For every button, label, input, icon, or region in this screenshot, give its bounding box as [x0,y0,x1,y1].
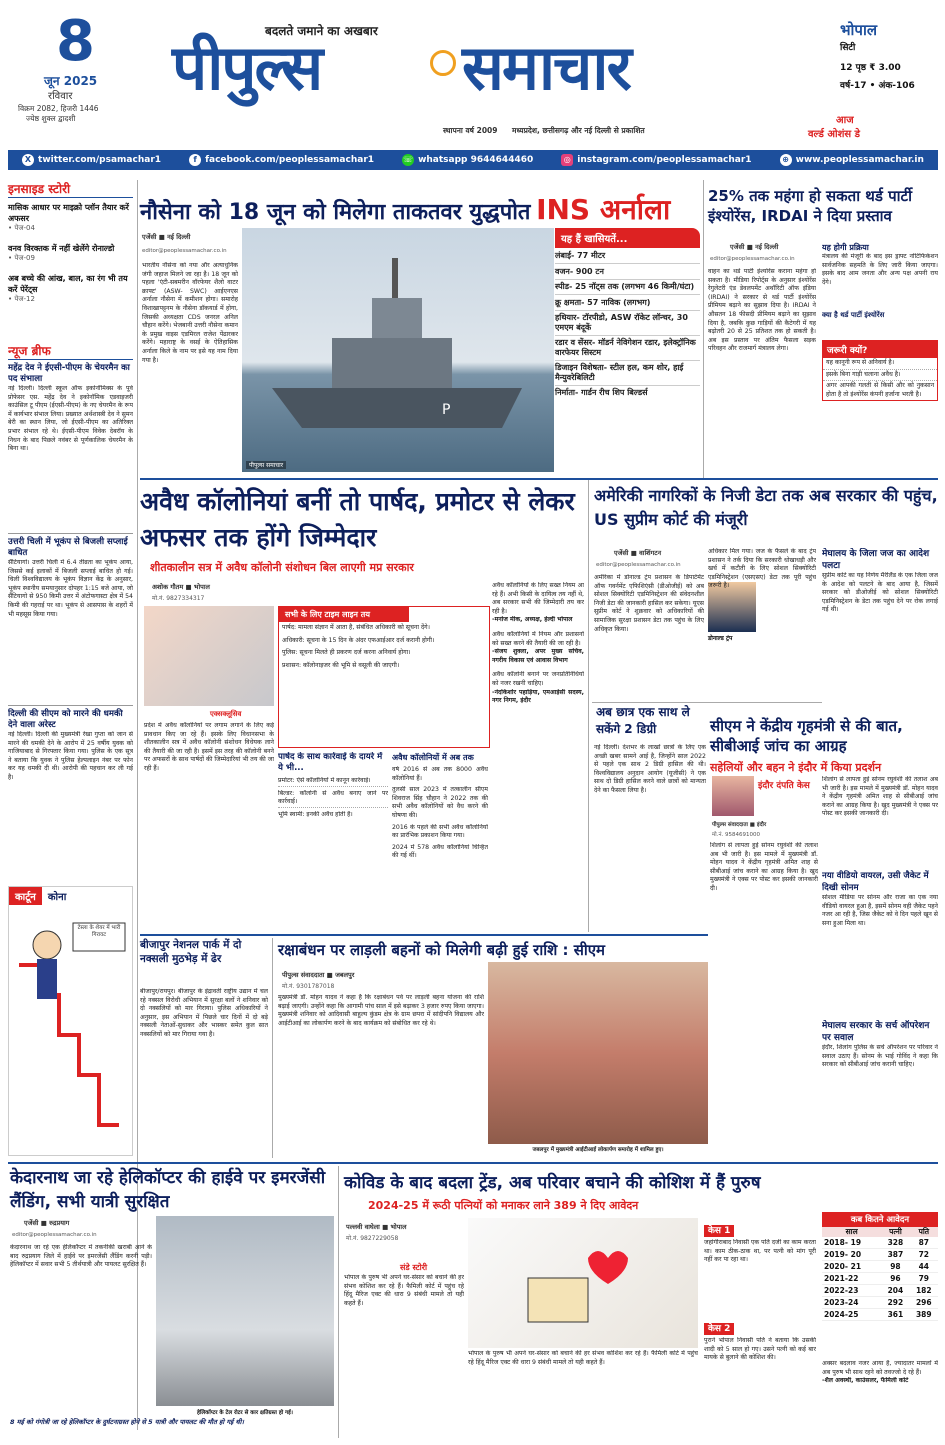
inside-item-2[interactable]: वनव विरक्तक में नहीं खेलेंगे रोनाल्डो [8,244,115,253]
colonies-subhead: शीतकालीन सत्र में अवैध कॉलोनी संशोधन बिल लाएगी मप्र सरकार [150,561,414,574]
lead-headline: नौसेना को 18 जून को मिलेगा ताकतवर युद्धपोत INS अर्नाला [140,193,671,226]
rakhi-photo [488,962,708,1144]
meghalaya-headline-2: मेघालय सरकार के सर्च ऑपरेशन पर सवाल [822,1021,930,1043]
insurance-headline: 25% तक महंगा हो सकता थर्ड पार्टी इंश्योरेंस, IRDAI ने दिया प्रस्ताव [708,187,912,225]
kedar-headline: केदारनाथ जा रहे हेलिकॉप्टर की हाईवे पर इमरजेंसी लैंडिंग, सभी यात्री सुरक्षित [10,1168,326,1212]
social-item-x[interactable]: X twitter.com/psamachar1 [22,154,161,166]
trump-caption: डोनाल्ड ट्रंप [708,635,733,642]
news-brief [8,342,133,882]
case-2-label: केस 2 [704,1323,734,1335]
covid-mobile: मो.नं. 9827229058 [346,1235,399,1242]
cbi-body: शिलांग से लापता हुई सोनम रघुवंशी की तलाश अब भी जारी है। इस मामले में मुख्यमंत्री डॉ. मोहन यादव ने केंद्रीय गृहमंत्री अमित शाह से सीबीआई जांच कराने का आग्रह किया है। खुद मुख्यमंत्री ने एक्स पर पोस्ट कर इसकी जानकारी दी। [710,842,818,892]
feature-item: निर्माता- गार्डन रीच शिप बिल्डर्स [555,388,648,397]
warship-photo [242,228,554,472]
case-2: केस 2 पुराने भोपाल निवासी पति ने बताया कि उसकी शादी को 5 साल हो गए। उसने पत्नी को कई बार मायके से बुलाने की कोशिश की। [704,1324,816,1362]
cbi-mobile: मो.नं. 9584691000 [712,832,761,838]
brief-text-2: सैंटियागो। उत्तरी चिली में 6.4 तीव्रता का भूकंप आया, जिससे कई इलाकों में बिजली सप्लाई बाधित हो गई। चिली विश्वविद्यालय के भूकंप विज्ञान केंद्र के अनुसार, भूकंप स्थानीय समयानुसार दोपहर 1:15 बजे आया, जो सैंटियागो से 950 किमी उत्तर में अंटोफगास्टा क्षेत्र में 54 किमी की गहराई पर था। भूकंप से आसपास के शहरों में भी महसूस किया गया। [8,559,133,618]
date-month-year: जून 2025 [44,74,98,88]
facebook-icon: f [189,154,201,166]
feature-item: स्पीड- 25 नॉट्स तक (लगभग 46 किमी/घंटा) [555,280,700,295]
city: भोपाल [840,21,878,39]
table-row: 2018- 19 328 87 [822,1237,938,1249]
logo-right: समाचार [462,31,630,104]
inside-item-3[interactable]: अब बच्चे की आंख, बाल, का रंग भी तय करें पेरेंट्स [8,274,128,294]
lead-body: भारतीय नौसेना को नया और अत्याधुनिक जंगी जहाज मिलने जा रहा है। 18 जून को पहला 'एंटी-सबमरीन वॉरफेयर शैलो वाटर क्राफ्ट' (ASW- SWC) आईएनएस अर्नाला नौसेना में कमीशन होगा। समारोह विशाखापट्टनम के नौसेना डॉकयार्ड में होगा, जिसकी अध्यक्षता CDS जनरल अनिल चौहान करेंगे। भेजबानी उत्तरी नौसेना कमान के प्रमुख वाइस एडमिरल राजेश पेंढारकर करेंगे। महाराष्ट्र के वसई के ऐतिहासिक अर्नाला किले के नाम पर इसे यह नाम दिया गया है। [142,262,238,364]
colonies-byline: अशोक गौतम ■ भोपाल [152,583,210,591]
table-row: 2024-25 361 389 [822,1309,938,1321]
svg-text:P: P [442,402,451,418]
covid-body: भोपाल के पुरुष भी अपने घर-संसार को बचाने की हर संभव कोशिश कर रहे हैं। फैमिली कोर्ट में पहुंच रहे हिंदू मैरिज एक्ट की धारा 9 संबंधी मामले तो यही कहते हैं। [344,1274,464,1307]
action-box: पार्षद के साथ कार्रवाई के दायरे में ये भी... प्रमोटर: ऐसे कॉलोनियों में कानून कार्रवाई। बिल्डर: कॉलोनी से अवैध बनाए जाने पर कार्रवाई। भूमि स्वामी: इनकी अवैध होती है। [278,752,388,818]
rakhi-mobile: मो.नं. 9301787018 [282,983,335,990]
colonies-headline: अवैध कॉलोनियां बनीं तो पार्षद, प्रमोटर से लेकर अफसर तक होंगे जिम्मेदार [140,487,575,552]
table-title: कब कितने आवेदन [822,1212,938,1227]
covid-subhead: 2024-25 में रूठी पत्नियों को मनाकर लाने 389 ने दिए आवेदन [368,1199,639,1212]
couple-photo [712,776,754,816]
cbi-subhead: सहेलियों और बहन ने इंदौर में किया प्रदर्शन [710,761,882,774]
colonies-mobile: मो.नं. 9827334317 [152,595,205,602]
kedar-footer: 8 मई को गंगोत्री जा रहे हेलिकॉप्टर के दुर्घटनाग्रस्त होने से 5 यात्री और पायलट की मौत हो गई थी। [10,1418,244,1426]
colonies-body: प्रदेश में अवैध कॉलोनियों पर लगाम लगाने के लिए कई प्रावधान किए जा रहे हैं। इसके लिए विधानसभा के शीतकालीन सत्र में अवैध कॉलोनी संशोधन विधेयक लाने की तैयारी की जा रही है। इसमें इस तरह की कॉलोनी बनने पर अफसरों के साथ पार्षदों की जिम्मेदारियां भी तय की जा रही हैं। [144,722,274,772]
naxal-headline: बीजापुर नेशनल पार्क में दो नक्सली मुठभेड़ में ढेर [140,939,242,965]
kedar-email: editor@peoplessamachar.co.in [12,1232,97,1238]
globe-icon: ⊕ [780,154,792,166]
special-label: संडे स्टोरी [400,1263,428,1272]
table-row: 2022-23 204 182 [822,1285,938,1297]
city-sub: सिटी [840,43,856,53]
helicopter-photo [156,1216,334,1406]
date-number: 8 [56,9,95,74]
naxal-body: बीजापुर/रायपुर। बीजापुर के इंद्रावती राष्ट्रीय उद्यान में चल रहे नक्सल विरोधी अभियान में सुरक्षा बलों ने शनिवार को दो नक्सलियों को मार गिराया। पुलिस अधिकारियों ने अनुसार, इस अभियान में पिछले चार दिनों में दो बड़े नक्सली नेताओं-सुधाकर और भास्कर समेत कुल सात नक्सलियों को मार गिराया गया है। [140,988,268,1038]
feature-item: लंबाई- 77 मीटर [555,248,700,264]
action-title: पार्षद के साथ कार्रवाई के दायरे में ये भी... [278,752,383,773]
volume: वर्ष-17 • अंक-106 [840,81,915,91]
indore-case-tag: इंदौर दंपति केस [758,781,810,791]
inside-item-1[interactable]: मासिक आधार पर माइक्रो प्लॉन तैयार करें अफसर [8,203,129,223]
social-item-facebook[interactable]: f facebook.com/peoplessamachar1 [189,154,374,166]
us-body-2: अधिकार मिल गया। जज के फैसले के बाद ट्रंप प्रशासन ने तर्क दिया कि सरकारी धोखाधड़ी और खर्च में कटौती के लिए सोशल सिक्योरिटी एडमिनिस्ट्रेशन (एसएसए) डेटा तक पूरी पहुंच जरूरी है। [708,548,816,590]
founded: स्थापना वर्ष 2009 [443,126,498,135]
brief-headline-1: महेंद्र देव ने ईएसी-पीएम के चेयरमैन का पद संभाला [8,363,130,384]
stats-box: अवैध कॉलोनियों में अब तक वर्ष 2016 से अब तक 8000 अवैध कॉलोनियां हैं। तुलसी साल 2023 में तत्कालीन सीएम शिवराज सिंह चौहान ने 2022 तक की सभी अवैध कॉलोनियों को वैध करने की घोषणा की। 2016 के पहले की सभी अवैध कॉलोनियों का प्रारंभिक प्रकाशन किया गया। 2024 में 578 अवैध कॉलोनियां चिन्हित की गई थीं। [392,753,488,860]
rakhi-body: मुख्यमंत्री डॉ. मोहन यादव ने कहा है कि रक्षाबंधन पर्व पर लाड़ली बहना योजना की राशि बढ़ाई जाएगी। उन्होंने कहा कि आगामी पांच साल में इसे बढ़ाकर 3 हजार रुपए किया जाएगा। मुख्यमंत्री शनिवार को आदिवासी बाहुल्य कुंडम क्षेत्र के ग्राम छपरा में सांदीपनि विद्यालय और आईटीआई का लोकार्पण करने के बाद कार्यक्रम को संबोधित कर रहे थे। [278,994,484,1027]
covid-illustration [468,1218,698,1348]
inside-story: इनसाइड स्टोरी मासिक आधार पर माइक्रो प्लॉन तैयार करें अफसर • पेज-04 वनव विरक्तक में नहीं खेलेंगे रोनाल्डो • पेज-09 अब बच्चे की आंख, बाल, का रंग भी तय करें पेरेंट्स • पेज-12 [8,180,133,340]
masthead [0,0,945,150]
rakhi-byline: पीपुल्स संवाददाता ■ जबलपुर [282,971,355,979]
logo-left: पीपुल्स [172,31,322,104]
social-bar [8,150,938,170]
date-weekday: रविवार [48,91,73,102]
editions: मध्यप्रदेश, छत्तीसगढ़ और नई दिल्ली से प्रकाशित [512,126,645,135]
cbi-headline: सीएम ने केंद्रीय गृहमंत्री से की बात, सीबीआई जांच का आग्रह [710,717,903,755]
degree-headline: अब छात्र एक साथ ले सकेंगे 2 डिग्री [596,705,690,736]
meghalaya-col: मेघालय के जिला जज का आदेश पलटा सुप्रीम कोर्ट का यह निर्णय मैरीलैंड के एक जिला जज के आदेश को पलटने के बाद आया है, जिसमें सरकार को डीओजीई को सोशल सिक्योरिटी एडमिनिस्ट्रेशन के डेटा तक पहुंच देने पर रोक लगाई गई थी। [822,549,938,614]
meghalaya-col-2: मेघालय सरकार के सर्च ऑपरेशन पर सवाल इंदौर, शिलांग पुलिस के सर्च ऑपरेशन पर परिवार ने सवाल उठाए हैं। सोनम के भाई गोविंद ने कहा कि सरकार को सीबीआई जांच करानी चाहिए। [822,1021,938,1069]
insurance-body: वाहन का थर्ड पार्टी इंश्योरेंस कराना महंगा हो सकता है। मीडिया रिपोर्ट्स के अनुसार इंश्योरेंस रेगुलेटरी एंड डेवलपमेंट अथॉरिटी ऑफ इंडिया (IRDAI) ने सरकार से थर्ड पार्टी इंश्योरेंस प्रीमियम बढ़ाने का सुझाव दिया है। IRDAI ने औसतन 18 फीसदी प्रीमियम बढ़ाने का सुझाव दिया है, जबकि कुछ गाड़ियों की कैटेगरी में यह बढ़ोतरी 20 से 25 प्रतिशत तक हो सकती है। अब इस प्रस्ताव पर अंतिम फैसला सड़क परिवहन और राजमार्ग मंत्रालय लेगा। [708,268,816,353]
cbi-side-headline: नया वीडियो वायरल, उसी जैकेट में दिखी सोनम [822,871,929,893]
insurance-email: editor@peoplessamachar.co.in [710,256,795,262]
brief-headline-2: उत्तरी चिली में भूकंप से बिजली सप्लाई बाधित [8,533,133,559]
cartoon-title: कार्टून [9,887,42,905]
feature-item: रडार व सेंसर- मॉडर्न नेविगेशन रडार, इलेक्ट्रॉनिक वारफेयर सिस्टम [555,336,700,361]
pages-price: 12 पृष्ठ ₹ 3.00 [840,63,901,73]
photo-credit: पीपुल्स समाचार [246,461,286,469]
x-icon: X [22,154,34,166]
cartoon-title-2: कोना [47,892,67,903]
brief-text-1: नई दिल्ली। दिल्ली स्कूल ऑफ इकोनॉमिक्स के पूर्व प्रोफेसर एस. महेंद्र देव ने इकोनॉमिक एडवाइजरी काउंसिल टू पीएम (ईएसी-पीएम) के नए चेयरमैन के रूप में कार्यभार संभाल लिया। प्रख्यात अर्थशास्त्री देव ने सुमन बेरी का स्थान लिया, जो ईएसी-पीएम का अतिरिक्त प्रभार संभाल रहे थे। ईएसी-पीएम विवेक देबरॉय के निधन के बाद पिछले नवंबर से पूर्णकालिक चेयरमैन के बिना था। [8,385,133,453]
today-label: आज [836,115,854,126]
feature-item: वजन- 900 टन [555,264,700,280]
kedar-byline: एजेंसी ■ रुद्रप्रयाग [24,1219,70,1227]
tithi: ज्येष्ठ शुक्ल द्वादशी [26,114,76,123]
today-day: वर्ल्ड ओशंस डे [808,129,861,140]
meghalaya-headline-1: मेघालय के जिला जज का आदेश पलटा [822,549,930,571]
stats-title: अवैध कॉलोनियों में अब तक [392,753,474,762]
covid-headline: कोविड के बाद बदला ट्रेंड, अब परिवार बचाने की कोशिश में हैं पुरुष [344,1173,761,1193]
process-title: यह होगी प्रक्रिया [822,243,869,252]
colonies-illustration [144,606,274,706]
brief-text-3: नई दिल्ली। दिल्ली की मुख्यमंत्री रेखा गुप्ता को जान से मारने की धमकी देने के आरोप में 25 वर्षीय युवक को गाजियाबाद से गिरफ्तार किया गया। पुलिस के एक सूत्र ने बताया कि युवक ने पुलिस हेल्पलाइन नंबर पर फोन कर यह धमकी दी थी। आरोपी की पहचान कर ली गई है। [8,731,133,781]
lead-email: editor@peoplessamachar.co.in [142,248,227,254]
exclusive-label: एक्सक्लूसिव [210,710,242,718]
tagline: बदलते जमाने का अखबार [265,24,378,38]
lead-byline: एजेंसी ■ नई दिल्ली [142,233,191,241]
cartoon-corner [8,886,133,1156]
case-1-label: केस 1 [704,1225,734,1237]
applications-table: कब कितने आवेदन साल पत्नी पति 2018- 19 328 87 2019- 20 387 72 2020- 21 98 44 2021-22 96 79 2022-23 204 182 2023-24 292 296 2024-25 361 389 [822,1212,938,1321]
covid-byline: पल्लवी वाघेला ■ भोपाल [346,1223,407,1231]
quotes-col: अवैध कॉलोनियों के लिए सख्त नियम आ रहे हैं। अभी किसी के दायित्व तय नहीं थे, अब सरकार सभी की जिम्मेदारी तय कर रही है। -मनोज मीक, अध्यक्ष, हेल्दी भोपाल अवैध कॉलोनियों में नियम और प्रशासनों को सख्त करने की तैयारी की जा रही है। -संजय शुक्ला, अपर मुख्य सचिव, नगरीय विकास एवं आवास विभाग अवैध कॉलोनी बनाने पर जनप्रतिनिधियों को नजर रखनी चाहिए। -नंदकिशोर पहाड़िया, एमआईसी सदस्य, नगर निगम, इंदौर [492,582,584,705]
inside-title: इनसाइड स्टोरी [8,180,133,198]
table-row: 2019- 20 387 72 [822,1249,938,1261]
logo [172,24,772,110]
features-box [555,228,700,472]
table-row: 2021-22 96 79 [822,1273,938,1285]
why-box: जरूरी क्यों? यह कानूनी रूप से अनिवार्य है। इसके बिना गाड़ी चलाना अवैध है। अगर आपकी गलती से किसी और को नुकसान होता है तो इंश्योरेंस कंपनी हर्जाना भरती है। [822,340,938,401]
kedar-body: केदारनाथ जा रहे एक हेलिकॉप्टर में तकनीकी खराबी आने के बाद रुद्रप्रयाग जिले में हाईवे पर इमरजेंसी लैंडिंग करनी पड़ी। हेलिकॉप्टर में सवार सभी 5 तीर्थयात्री और पायलट सुरक्षित हैं। [10,1244,152,1269]
cartoon-sign: टेस्ला के शेयर में भारी गिरावट [77,925,121,938]
brief-title: न्यूज ब्रीफ [8,342,133,360]
vikram-samvat: विक्रम 2082, हिजरी 1446 [18,104,99,113]
us-byline: एजेंसी ■ वाशिंगटन [614,549,662,557]
degree-body: नई दिल्ली। देशभर के लाखों छात्रों के लिए एक अच्छी खबर सामने आई है, जिन्होंने साल 2022 से पहले एक साथ 2 डिग्री हासिल की थी। विश्वविद्यालय अनुदान आयोग (यूजीसी) ने एक साथ दो डिग्री हासिल करने वाले छात्रों को मान्यता देने का फैसला लिया है। [594,744,706,794]
helicopter-caption: हेलिकॉप्टर के टेल रोटर से कार क्षतिग्रस्त हो गई। [197,1410,293,1416]
whatsapp-icon: ☏ [403,155,414,164]
us-email: editor@peoplessamachar.co.in [596,562,681,568]
feature-item: हथियार- टॉरपीडो, ASW रॉकेट लॉन्चर, 30 एमएम बंदूकें [555,311,700,336]
cbi-byline: पीपुल्स संवाददाता ■ इंदौर [712,822,767,828]
table-row: 2023-24 292 296 [822,1297,938,1309]
covid-body-2: भोपाल के पुरुष भी अपने घर-संसार को बचाने की हर संभव कोशिश कर रहे हैं। फैमिली कोर्ट में पहुंच रहे हिंदू मैरिज एक्ट की धारा 9 संबंधी मामले तो यही कहते हैं। [468,1350,698,1366]
insurance-byline: एजेंसी ■ नई दिल्ली [730,243,779,251]
social-item-instagram[interactable]: ◎ instagram.com/peoplessamachar1 [561,154,751,166]
timeline-box: सभी के लिए टाइम लाइन तय पार्षद: मामला संज्ञान में आता है, संबंधित अधिकारी को सूचना देंगे। अधिकारी: सूचना के 15 दिन के अंदर एफआईआर दर्ज करानी होगी। पुलिस: सूचना मिलते ही प्रकरण दर्ज करना अनिवार्य होगा। प्रशासन: कॉलोनाइजर की भूमि से वसूली की जाएगी। [278,606,490,748]
us-body: अमेरिका में डोनाल्ड ट्रंप प्रशासन के डिपार्टमेंट ऑफ गवर्नमेंट एफिशिएंसी (डीओजीई) को अब सोशल सिक्योरिटी एडमिनिस्ट्रेशन की संवेदनशील निजी डेटा की जानकारी हासिल कर सकेगा। यूएस सुप्रीम कोर्ट ने शुक्रवार को अधिकारियों की सामाजिक सुरक्षा प्रशासन डेटा तक पहुंच के लिए अधिकृत किया। [594,574,704,633]
brief-headline-3: दिल्ली की सीएम को मारने की धमकी देने वाला अरेस्ट [8,705,133,731]
features-title: यह हैं खासियतें... [555,228,700,248]
social-item-web[interactable]: ⊕ www.peoplessamachar.in [780,154,924,166]
why-title: जरूरी क्यों? [823,341,937,358]
table-row: 2020- 21 98 44 [822,1261,938,1273]
timeline-title: सभी के लिए टाइम लाइन तय [279,607,409,622]
case-1: केस 1 जहांगीराबाद निवासी एक पति दर्जी का काम करता था। काम ठीक-ठाक था, पर पत्नी को मांग पूरी नहीं कर पा रहा था। [704,1226,816,1264]
insurance-side: यह होगी प्रक्रिया मंत्रालय की मंजूरी के बाद इस ड्राफ्ट नोटिफिकेशन सार्वजनिक सहमति के लिए जारी किया जाएगा। इसके बाद आम जनता और अन्य पक्ष अपनी राय देंगे। क्या है थर्ड पार्टी इंश्योरेंस जरूरी क्यों? यह कानूनी रूप से अनिवार्य है। इसके बिना गाड़ी चलाना अवैध है। अगर आपकी गलती से किसी और को नुकसान होता है तो इंश्योरेंस कंपनी हर्जाना भरती है। [822,242,938,482]
social-item-whatsapp[interactable]: ☏ whatsapp 9644644460 [403,155,534,165]
cartoon-drawing [9,905,132,1155]
rakhi-caption: जबलपुर में मुख्यमंत्री आईटीआई लोकार्पण समारोह में शामिल हुए। [532,1147,664,1153]
feature-item: डिजाइन विशेषता- स्टील हल, कम शोर, हाई मैन्युवरेबिलिटी [555,361,700,386]
logo-emblem-icon [430,50,456,76]
instagram-icon: ◎ [561,154,573,166]
feature-item: क्रू क्षमता- 57 नाविक (लगभग) [555,295,700,311]
cbi-side: शिलांग से लापता हुई सोनम रघुवंशी की तलाश अब भी जारी है। इस मामले में मुख्यमंत्री डॉ. मोहन यादव ने केंद्रीय गृहमंत्री अमित शाह से सीबीआई जांच कराने का आग्रह किया है। खुद मुख्यमंत्री ने एक्स पर पोस्ट कर इसकी जानकारी दी। नया वीडियो वायरल, उसी जैकेट में दिखी सोनम सोशल मीडिया पर सोनम और राजा का एक नया वीडियो वायरल हुआ है, इसमें सोनम वही जैकेट पहने नजर आ रही है, जिस जैकेट को वे दिन पहले खून से सना हुआ मिला था। [822,776,938,927]
counselor-quote: अक्सर बदलाव नजर आया है, ज्यादातर मामलों में अब पुरुष भी साथ रहने को तवज्जो दे रहे हैं। -शैल अवस्थी, काउंसलर, फैमिली कोर्ट [822,1360,938,1385]
us-headline: अमेरिकी नागरिकों के निजी डेटा तक अब सरकार की पहुंच, US सुप्रीम कोर्ट की मंजूरी [594,486,938,529]
rakhi-headline: रक्षाबंधन पर लाड़ली बहनों को मिलेगी बढ़ी हुई राशि : सीएम [278,941,606,959]
